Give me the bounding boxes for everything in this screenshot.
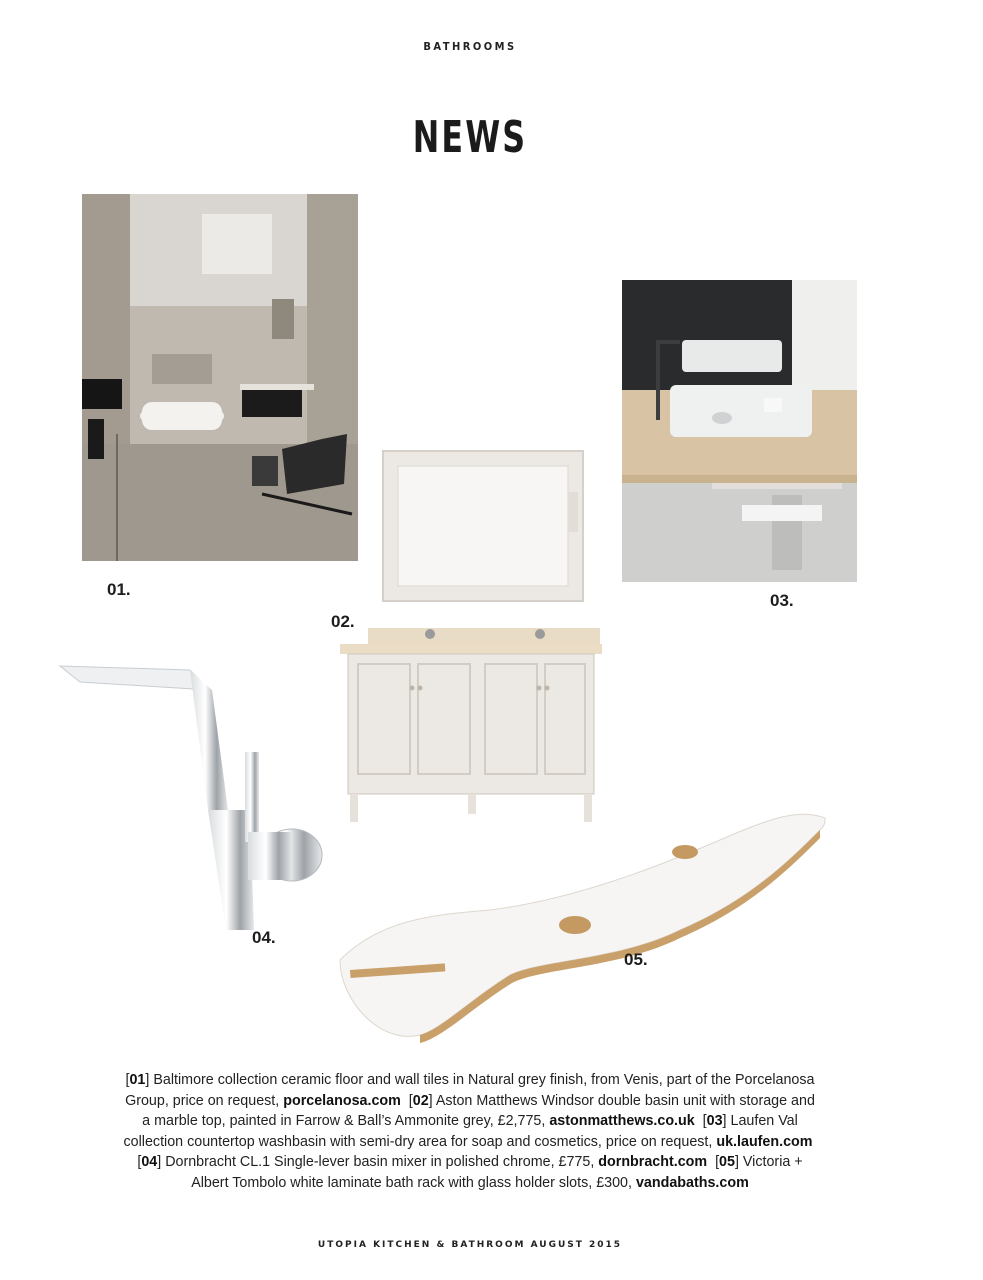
photo-02-double-basin-unit xyxy=(340,620,602,825)
caption-text-01: Baltimore collection ceramic floor and wall tiles in Natural grey finish, from Venis, part of the Porcelanosa Group, price on request, xyxy=(125,1072,815,1109)
caption-code-05: 05 xyxy=(719,1154,735,1170)
caption-text-05: Victoria + Albert Tombolo white laminate bath rack with glass holder slots, £300, xyxy=(191,1154,803,1191)
caption-text-04: Dornbracht CL.1 Single-lever basin mixer in polished chrome, £775, xyxy=(165,1154,595,1170)
caption-code-02: 02 xyxy=(412,1092,429,1109)
photo-05-bath-rack xyxy=(320,800,830,1045)
photo-03-countertop-washbasin xyxy=(622,280,857,582)
caption-text-03: Laufen Val collection countertop washbasin with semi-dry area for soap and cosmetics, price on request, xyxy=(123,1113,798,1150)
item-number-02: 02. xyxy=(331,612,355,631)
caption-code-04: 04 xyxy=(141,1154,158,1170)
caption-url-03: uk.laufen.com xyxy=(716,1133,813,1150)
caption-code-01: 01 xyxy=(129,1072,146,1088)
caption-url-01: porcelanosa.com xyxy=(283,1092,401,1109)
item-number-03: 03. xyxy=(770,591,794,610)
caption-url-02: astonmatthews.co.uk xyxy=(549,1113,695,1129)
caption-code-03: 03 xyxy=(706,1113,723,1129)
item-number-04: 04. xyxy=(252,928,276,947)
caption-text-02: Aston Matthews Windsor double basin unit with storage and a marble top, painted in Farrow & Ball’s Ammonite grey, £2,775, xyxy=(142,1092,815,1129)
photo-01-tiled-bathroom xyxy=(82,194,358,561)
page-title: NEWS xyxy=(412,112,528,163)
caption-text: [01] Baltimore collection ceramic floor and wall tiles in Natural grey finish, from Venis, part of the Porcelanosa Group, price on request, porcelanosa.com [02] Aston Matthews Windsor double basin unit with storage and a marble top, painted in Farrow & Ball’s Ammonite grey, £2,775, astonmatthews.co.uk [03] Laufen Val collection countertop washbasin with semi-dry area for soap and cosmetics, price on request, uk.laufen.com [04] Dornbracht CL.1 Single-lever basin mixer in polished chrome, £775, dornbracht.com [05] Victoria + Albert Tombolo white laminate bath rack with glass holder slots, £300, vandabaths.com xyxy=(123,1072,817,1191)
page-footer: UTOPIA KITCHEN & BATHROOM AUGUST 2015 xyxy=(317,1240,623,1250)
caption-url-04: dornbracht.com xyxy=(598,1154,708,1170)
item-number-05: 05. xyxy=(624,950,648,969)
photo-04-basin-mixer xyxy=(40,660,330,935)
item-number-01: 01. xyxy=(107,580,131,599)
caption-url-05: vandabaths.com xyxy=(635,1174,749,1191)
section-label: BATHROOMS xyxy=(423,40,517,53)
photo-02-mirror xyxy=(382,450,584,602)
